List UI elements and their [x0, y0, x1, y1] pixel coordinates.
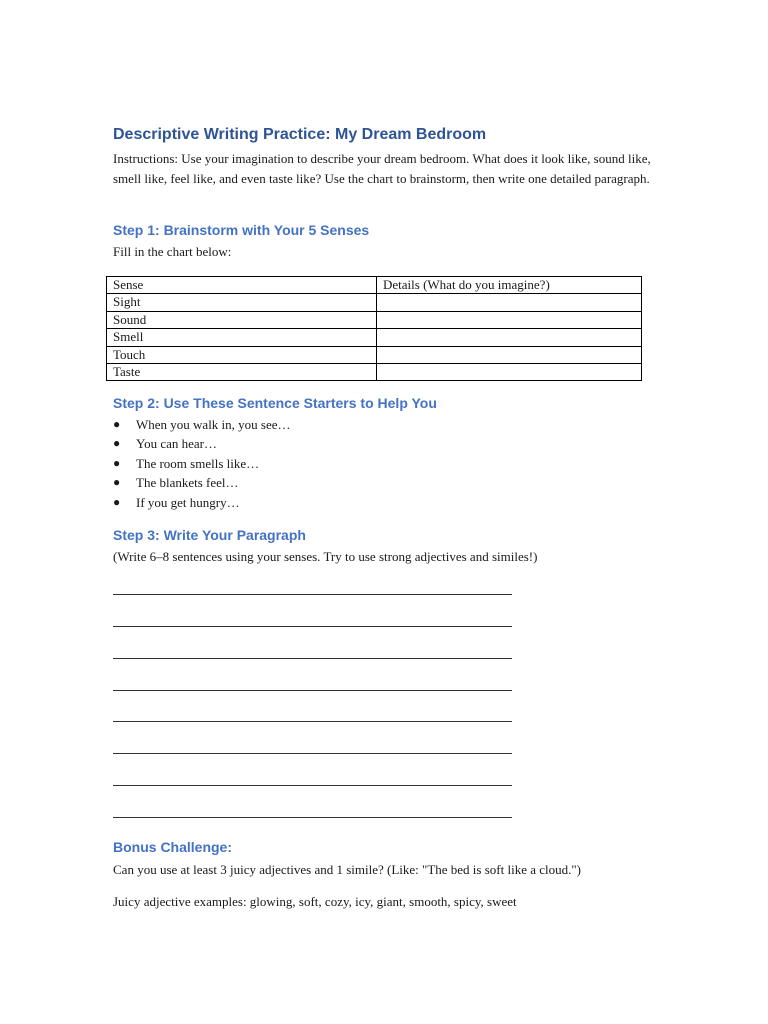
- writing-line[interactable]: [113, 626, 512, 627]
- starter-text: The room smells like…: [136, 455, 260, 471]
- senses-chart: [106, 276, 642, 381]
- sense-cell-smell: Smell: [107, 329, 377, 346]
- starter-text: If you get hungry…: [136, 494, 240, 510]
- table-row: [107, 363, 642, 380]
- step2-heading: Step 2: Use These Sentence Starters to Help You: [113, 395, 437, 411]
- writing-line[interactable]: [113, 817, 512, 818]
- list-item: [113, 493, 291, 512]
- writing-line[interactable]: [113, 785, 512, 786]
- writing-line[interactable]: [113, 690, 512, 691]
- sense-cell-touch: Touch: [107, 346, 377, 363]
- bullet-icon: ●: [113, 475, 121, 490]
- list-item: [113, 434, 291, 453]
- table-row: [107, 311, 642, 328]
- step3-heading: Step 3: Write Your Paragraph: [113, 527, 306, 543]
- page-title: Descriptive Writing Practice: My Dream Bedroom: [113, 126, 487, 143]
- bullet-icon: ●: [113, 455, 121, 470]
- starter-text: The blankets feel…: [136, 475, 239, 491]
- writing-line[interactable]: [113, 658, 512, 659]
- table-header-details: Details (What do you imagine?): [377, 277, 642, 294]
- writing-line[interactable]: [113, 594, 512, 595]
- details-cell-smell[interactable]: [377, 329, 642, 346]
- details-cell-sound[interactable]: [377, 311, 642, 328]
- instructions-text: Instructions: Use your imagination to describe your dream bedroom. What does it look like, sound like, smell like, feel like, and even taste like? Use the chart to brainstorm, then write one detailed paragraph.: [113, 151, 651, 186]
- step3-note: (Write 6–8 sentences using your senses. Try to use strong adjectives and similes!): [113, 549, 538, 564]
- list-item: [113, 454, 291, 473]
- bonus-challenge-text: Can you use at least 3 juicy adjectives and 1 simile? (Like: "The bed is soft like a cloud."): [113, 862, 582, 877]
- sense-cell-sight: Sight: [107, 294, 377, 311]
- sense-cell-sound: Sound: [107, 311, 377, 328]
- step1-intro: Fill in the chart below:: [113, 244, 232, 259]
- table-header-sense: Sense: [107, 277, 377, 294]
- writing-line[interactable]: [113, 721, 512, 722]
- adjective-examples-text: Juicy adjective examples: glowing, soft, cozy, icy, giant, smooth, spicy, sweet: [113, 894, 517, 909]
- sense-cell-taste: Taste: [107, 363, 377, 380]
- table-header-row: [107, 277, 642, 294]
- table-row: [107, 294, 642, 311]
- list-item: [113, 415, 291, 434]
- bullet-icon: ●: [113, 436, 121, 451]
- writing-line[interactable]: [113, 753, 512, 754]
- bullet-icon: ●: [113, 417, 121, 431]
- list-item: [113, 473, 291, 492]
- details-cell-touch[interactable]: [377, 346, 642, 363]
- details-cell-taste[interactable]: [377, 363, 642, 380]
- step1-heading: Step 1: Brainstorm with Your 5 Senses: [113, 222, 370, 238]
- bullet-icon: ●: [113, 494, 121, 509]
- sentence-starters-list: [113, 415, 291, 512]
- table-row: [107, 329, 642, 346]
- starter-text: When you walk in, you see…: [136, 417, 291, 432]
- bonus-heading: Bonus Challenge:: [113, 839, 233, 855]
- starter-text: You can hear…: [136, 436, 217, 452]
- details-cell-sight[interactable]: [377, 294, 642, 311]
- table-row: [107, 346, 642, 363]
